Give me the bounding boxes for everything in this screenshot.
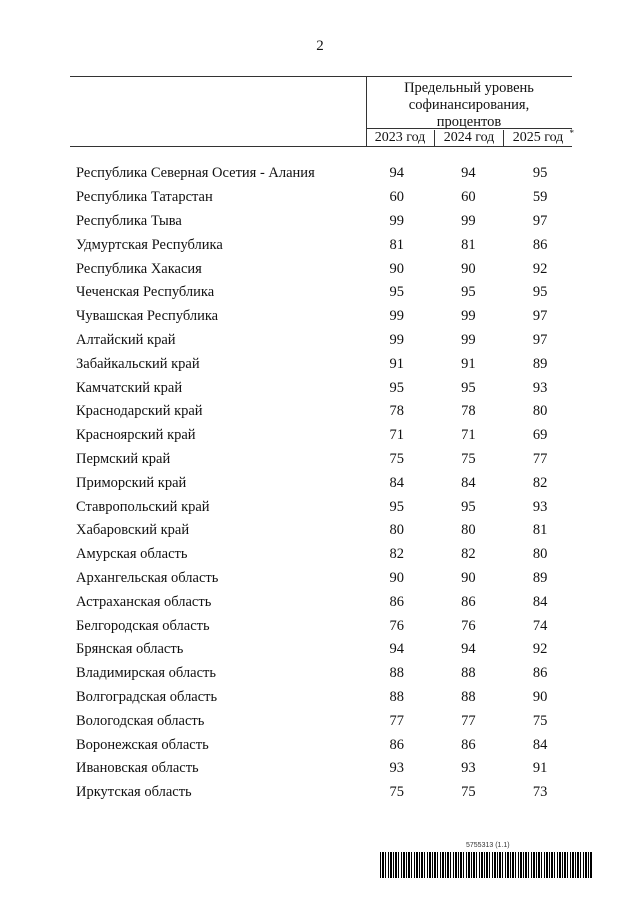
region-cell: Республика Хакасия: [76, 260, 202, 277]
value-2023-cell: 60: [389, 189, 404, 206]
table-row: [76, 662, 576, 686]
value-2024-cell: 75: [461, 450, 476, 467]
value-2023-cell: 88: [389, 665, 404, 682]
region-cell: Вологодская область: [76, 712, 205, 729]
table-row: [76, 614, 576, 638]
value-2023-cell: 94: [389, 641, 404, 658]
table-row: [76, 757, 576, 781]
value-2025-cell: 84: [532, 593, 548, 610]
value-2024-cell: 90: [461, 260, 476, 277]
table-row: [76, 709, 576, 733]
value-2024-cell: 95: [461, 379, 476, 396]
year-header-2024: 2024 год: [434, 130, 503, 146]
table-row: [76, 424, 576, 448]
region-cell: Волгоградская область: [76, 688, 218, 705]
value-2025-cell: 73: [532, 784, 548, 801]
value-2025-cell: 86: [532, 665, 548, 682]
value-2025-cell: 95: [532, 165, 548, 182]
value-2025-cell: 59: [532, 189, 548, 206]
value-2023-cell: 71: [389, 427, 404, 444]
value-2024-cell: 75: [461, 784, 476, 801]
value-2024-cell: 77: [461, 712, 476, 729]
value-2023-cell: 99: [389, 331, 404, 348]
table-row: [76, 448, 576, 472]
table-row: [76, 281, 576, 305]
value-2025-cell: 95: [532, 284, 548, 301]
value-2024-cell: 81: [461, 236, 476, 253]
region-cell: Архангельская область: [76, 569, 219, 586]
region-cell: Камчатский край: [76, 379, 183, 396]
value-2024-cell: 95: [461, 498, 476, 515]
column-group-header: [366, 80, 572, 131]
value-2023-cell: 76: [389, 617, 404, 634]
region-cell: Республика Тыва: [76, 212, 182, 229]
region-cell: Республика Татарстан: [76, 189, 213, 206]
region-cell: Краснодарский край: [76, 403, 203, 420]
value-2023-cell: 90: [389, 569, 404, 586]
value-2024-cell: 99: [461, 308, 476, 325]
value-2024-cell: 84: [461, 474, 476, 491]
value-2024-cell: 76: [461, 617, 476, 634]
value-2023-cell: 95: [389, 498, 404, 515]
region-cell: Ивановская область: [76, 760, 199, 777]
footnote-mark: *: [569, 128, 574, 138]
value-2025-cell: 92: [532, 641, 548, 658]
table-body: [76, 162, 576, 805]
table-row: [76, 352, 576, 376]
value-2023-cell: 82: [389, 546, 404, 563]
region-cell: Красноярский край: [76, 427, 196, 444]
table-row: [76, 781, 576, 805]
value-2023-cell: 91: [389, 355, 404, 372]
value-2025-cell: 93: [532, 379, 548, 396]
value-2025-cell: 97: [532, 212, 548, 229]
region-cell: Пермский край: [76, 450, 171, 467]
value-2025-cell: 90: [532, 688, 548, 705]
value-2023-cell: 93: [389, 760, 404, 777]
value-2023-cell: 94: [389, 165, 404, 182]
table-row: [76, 686, 576, 710]
value-2024-cell: 99: [461, 331, 476, 348]
value-2023-cell: 99: [389, 308, 404, 325]
table-row: [76, 186, 576, 210]
value-2023-cell: 81: [389, 236, 404, 253]
year-header-rule: [366, 128, 572, 129]
value-2024-cell: 82: [461, 546, 476, 563]
value-2024-cell: 80: [461, 522, 476, 539]
value-2023-cell: 86: [389, 593, 404, 610]
page-number: 2: [316, 38, 324, 54]
value-2023-cell: 77: [389, 712, 404, 729]
value-2025-cell: 80: [532, 403, 548, 420]
value-2023-cell: 86: [389, 736, 404, 753]
region-cell: Брянская область: [76, 641, 184, 658]
region-cell: Астраханская область: [76, 593, 212, 610]
table-row: [76, 400, 576, 424]
table-row: [76, 210, 576, 234]
value-2024-cell: 91: [461, 355, 476, 372]
value-2024-cell: 60: [461, 189, 476, 206]
table-row: [76, 376, 576, 400]
region-cell: Чувашская Республика: [76, 308, 219, 325]
year-header-2025-label: 2025 год: [512, 130, 564, 145]
table-top-rule: [70, 76, 572, 77]
region-cell: Воронежская область: [76, 736, 209, 753]
region-cell: Чеченская Республика: [76, 284, 215, 301]
barcode: [380, 852, 592, 878]
region-cell: Владимирская область: [76, 665, 216, 682]
table-row: [76, 519, 576, 543]
value-2024-cell: 78: [461, 403, 476, 420]
value-2025-cell: 91: [532, 760, 548, 777]
value-2024-cell: 90: [461, 569, 476, 586]
region-cell: Алтайский край: [76, 331, 176, 348]
value-2025-cell: 80: [532, 546, 548, 563]
barcode-label: 5755313 (1.1): [466, 842, 510, 849]
table-row: [76, 305, 576, 329]
value-2024-cell: 88: [461, 688, 476, 705]
table-row: [76, 233, 576, 257]
table-row: [76, 638, 576, 662]
value-2023-cell: 75: [389, 450, 404, 467]
region-cell: Республика Северная Осетия - Алания: [76, 165, 315, 182]
value-2025-cell: 89: [532, 569, 548, 586]
region-cell: Хабаровский край: [76, 522, 190, 539]
value-2023-cell: 80: [389, 522, 404, 539]
value-2025-cell: 82: [532, 474, 548, 491]
value-2025-cell: 74: [532, 617, 548, 634]
year-header-2023: 2023 год: [374, 130, 426, 145]
value-2023-cell: 88: [389, 688, 404, 705]
value-2023-cell: 78: [389, 403, 404, 420]
value-2023-cell: 75: [389, 784, 404, 801]
region-cell: Ставропольский край: [76, 498, 210, 515]
value-2025-cell: 93: [532, 498, 548, 515]
value-2025-cell: 84: [532, 736, 548, 753]
year-header-row: [366, 130, 572, 146]
table-row: [76, 495, 576, 519]
value-2024-cell: 94: [461, 641, 476, 658]
value-2025-cell: 75: [532, 712, 548, 729]
header-title-line-3: процентов: [436, 114, 502, 130]
table-row: [76, 329, 576, 353]
value-2025-cell: 86: [532, 236, 548, 253]
table-row: [76, 590, 576, 614]
region-cell: Удмуртская Республика: [76, 236, 223, 253]
value-2025-cell: 81: [532, 522, 548, 539]
value-2025-cell: 69: [532, 427, 548, 444]
table-header-bottom-rule: [70, 146, 572, 147]
table-row: [76, 733, 576, 757]
region-cell: Иркутская область: [76, 784, 192, 801]
table-row: [76, 471, 576, 495]
value-2024-cell: 86: [461, 593, 476, 610]
table-row: [76, 543, 576, 567]
value-2025-cell: 97: [532, 308, 548, 325]
value-2025-cell: 92: [532, 260, 548, 277]
value-2023-cell: 95: [389, 379, 404, 396]
value-2024-cell: 88: [461, 665, 476, 682]
table-row: [76, 162, 576, 186]
value-2023-cell: 95: [389, 284, 404, 301]
value-2024-cell: 94: [461, 165, 476, 182]
value-2025-cell: 77: [532, 450, 548, 467]
value-2024-cell: 71: [461, 427, 476, 444]
value-2023-cell: 84: [389, 474, 404, 491]
value-2024-cell: 95: [461, 284, 476, 301]
value-2023-cell: 90: [389, 260, 404, 277]
table-row: [76, 567, 576, 591]
region-cell: Приморский край: [76, 474, 187, 491]
value-2023-cell: 99: [389, 212, 404, 229]
year-header-2025: [503, 130, 572, 146]
value-2025-cell: 89: [532, 355, 548, 372]
region-cell: Амурская область: [76, 546, 188, 563]
header-title-line-2: софинансирования,: [408, 97, 530, 113]
value-2024-cell: 99: [461, 212, 476, 229]
region-cell: Забайкальский край: [76, 355, 200, 372]
region-cell: Белгородская область: [76, 617, 210, 634]
value-2024-cell: 93: [461, 760, 476, 777]
value-2025-cell: 97: [532, 331, 548, 348]
value-2024-cell: 86: [461, 736, 476, 753]
header-title-line-1: Предельный уровень: [404, 80, 534, 96]
table-row: [76, 257, 576, 281]
